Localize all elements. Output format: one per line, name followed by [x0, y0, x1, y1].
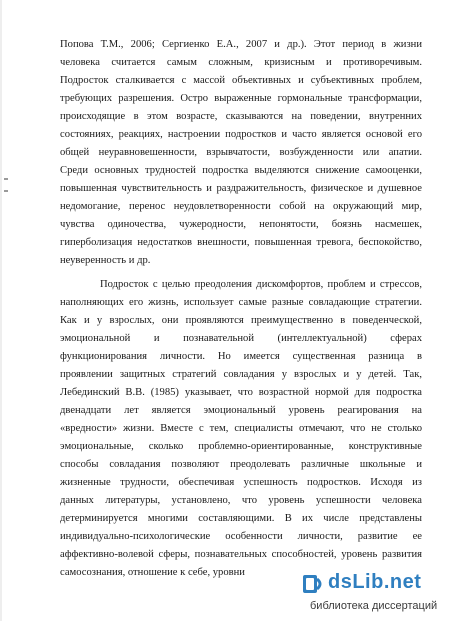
- text-line: Лебединский В.В. (1985) указывает, что возрастной нормой для подростка: [60, 387, 422, 398]
- text-line: недомогание, перенос неудовлетворенности собой на окружающий мир,: [60, 201, 422, 212]
- text-line: наполняющих его жизнь, использует самые разные совладающие стратегии.: [60, 297, 422, 308]
- text-line: аффективно-волевой сферы, познавательных способностей, уровень развития: [60, 549, 422, 560]
- text-line: Попова Т.М., 2006; Сергиенко Е.А., 2007 и др.). Этот период в жизни: [60, 39, 422, 50]
- text-line: человека считается самым сложным, кризисным и противоречивым.: [60, 57, 422, 68]
- text-line: требующих разрешения. Остро выраженные гормональные трансформации,: [60, 93, 422, 104]
- text-line: гиперболизация недостатков внешности, повышенная тревога, беспокойство,: [60, 237, 422, 248]
- text-line: Подросток с целью преодоления дискомфортов, проблем и стрессов,: [100, 279, 422, 290]
- text-line: повышенная чувствительность и раздражительность, физическое и душевное: [60, 183, 422, 194]
- text-line: чувства одиночества, чужеродности, непонятости, боязнь насмешек,: [60, 219, 422, 230]
- text-line: состояниях, реакциях, настроении подростков и часто является основой его: [60, 129, 422, 140]
- text-line: способы совладания позволяют преодолевать различные школьные и: [60, 459, 422, 470]
- text-line: Как и у взрослых, они проявляются преимущественно в поведенческой,: [60, 315, 422, 326]
- margin-mark: [4, 190, 8, 192]
- watermark-logo: [302, 571, 442, 597]
- text-line: самосознания, отношение к себе, уровни: [60, 567, 245, 578]
- text-line: Среди основных трудностей подростка выделяются снижение самооценки,: [60, 165, 422, 176]
- margin-mark: [4, 178, 8, 180]
- book-d-logo-icon: [302, 573, 324, 595]
- text-line: происходящие в этом возрасте, сказываются на поведении, внутренних: [60, 111, 422, 122]
- text-line: детерминируется многими составляющими. В их числе представлены: [60, 513, 422, 524]
- text-line: неуверенность и др.: [60, 255, 151, 266]
- watermark-brand: dsLib.net: [328, 571, 422, 593]
- text-line: «вредности» жизни. Вместе с тем, специалисты отмечают, что не столько: [60, 423, 422, 434]
- text-line: эмоциональные, сколько проблемно-ориентированные, конструктивные: [60, 441, 422, 452]
- text-line: индивидуально-психологические особенности личности, развитие ее: [60, 531, 422, 542]
- text-line: жизненные трудности, обеспечивая успешность подростков. Исходя из: [60, 477, 422, 488]
- dslib-watermark: [302, 571, 442, 615]
- text-line: проявлении защитных стратегий совладания у взрослых и у детей. Так,: [60, 369, 422, 380]
- text-line: общей неуравновешенности, взрывчатости, возбужденности или апатии.: [60, 147, 422, 158]
- text-line: Подросток сталкивается с массой объективных и субъективных проблем,: [60, 75, 422, 86]
- text-line: эмоциональной и познавательной (интеллектуальной) сферах: [60, 333, 422, 344]
- text-line: двенадцати лет является эмоциональный уровень реагирования на: [60, 405, 422, 416]
- text-line: данных литературы, установлено, что уровень успешности человека: [60, 495, 422, 506]
- scan-edge: [0, 0, 2, 621]
- text-line: функционирования личности. Но имеется существенная разница в: [60, 351, 422, 362]
- watermark-subtitle: библиотека диссертаций: [310, 600, 438, 612]
